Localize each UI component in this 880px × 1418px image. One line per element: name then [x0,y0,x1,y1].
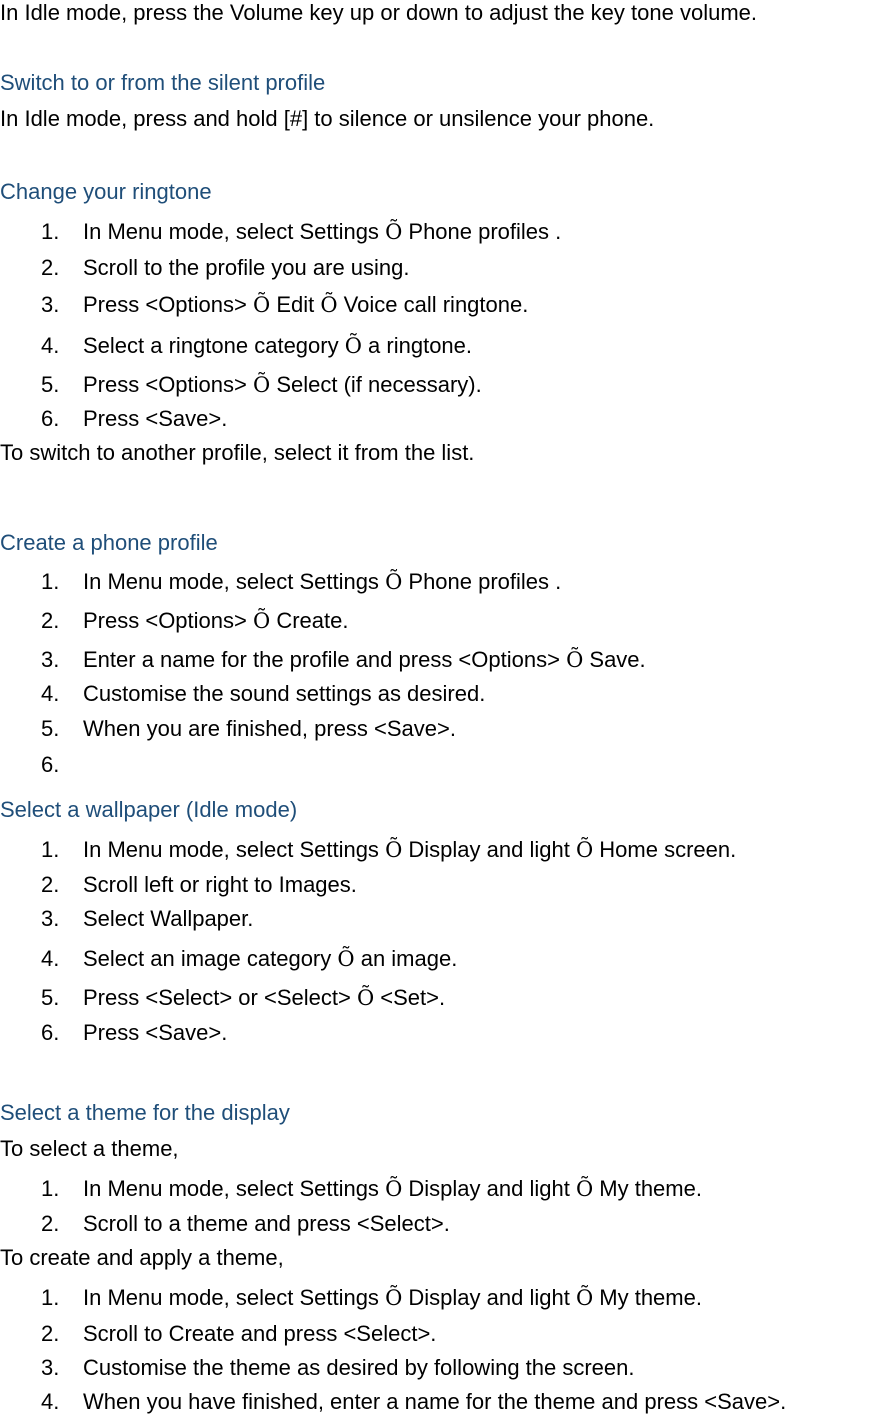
step-text [83,1211,450,1236]
step-segment: In Menu mode, select Settings [83,219,386,244]
step-number: 4. [41,1389,60,1414]
step-number: 1. [41,569,60,594]
step-segment: Phone profiles . [402,569,562,594]
step-text [83,569,561,594]
step-segment: Press <Select> or <Select> [83,985,357,1010]
step-number: 3. [41,292,60,317]
step-segment: Scroll to the profile you are using. [83,255,410,280]
step-text [83,608,348,633]
step-text [83,1321,436,1346]
menu-arrow-icon: Õ [575,838,594,862]
create-profile-step [41,752,83,778]
step-segment: Create. [270,608,349,633]
step-number: 1. [41,1176,60,1201]
theme-select-step [41,1176,702,1202]
step-segment: Press <Options> [83,292,253,317]
step-segment: In Menu mode, select Settings [83,1285,386,1310]
menu-arrow-icon: Õ [356,986,375,1010]
menu-arrow-icon: Õ [385,570,403,594]
step-number: 3. [41,906,60,931]
step-text [83,985,445,1010]
step-segment: Scroll to Create and press <Select>. [83,1321,437,1346]
step-text [83,372,482,397]
step-text [83,1355,635,1380]
theme-select-intro: To select a theme, [0,1136,179,1161]
step-segment: When you have finished, enter a name for the theme and press <Save>. [83,1389,787,1414]
menu-arrow-icon: Õ [575,1177,594,1201]
theme-create-intro: To create and apply a theme, [0,1245,284,1270]
step-segment: Select a ringtone category [83,333,345,358]
menu-arrow-icon: Õ [385,838,403,862]
step-segment: Edit [270,292,321,317]
theme-create-step [41,1285,702,1311]
step-segment: Enter a name for the profile and press <Options> [83,647,567,672]
step-segment: Select Wallpaper. [83,906,254,931]
step-number: 5. [41,372,60,397]
menu-arrow-icon: Õ [385,1286,403,1310]
ringtone-step [41,406,227,432]
step-segment: In Menu mode, select Settings [83,569,386,594]
create-profile-step [41,647,646,673]
step-text [83,872,357,897]
step-number: 6. [41,1020,60,1045]
step-text [83,1176,702,1201]
step-text [83,1285,702,1310]
wallpaper-step [41,872,357,898]
step-text [83,946,457,971]
step-number: 5. [41,985,60,1010]
step-number: 1. [41,837,60,862]
theme-select-step [41,1211,450,1237]
ringtone-step [41,372,482,398]
step-segment: Save. [583,647,646,672]
wallpaper-step [41,946,457,972]
step-segment: Press <Options> [83,608,253,633]
step-segment: an image. [354,946,458,971]
step-segment: When you are finished, press <Save>. [83,716,456,741]
step-number: 5. [41,716,60,741]
step-number: 6. [41,752,60,777]
step-segment: Customise the theme as desired by following the screen. [83,1355,635,1380]
theme-heading: Select a theme for the display [0,1100,290,1125]
step-number: 2. [41,255,60,280]
step-segment: Home screen. [593,837,737,862]
step-number: 2. [41,1211,60,1236]
step-text [83,647,646,672]
step-number: 2. [41,1321,60,1346]
step-segment: Press <Save>. [83,1020,228,1045]
step-number: 3. [41,647,60,672]
step-text [83,837,736,862]
step-segment: In Menu mode, select Settings [83,837,386,862]
step-text [83,1389,786,1414]
create-profile-step [41,608,348,634]
wallpaper-heading: Select a wallpaper (Idle mode) [0,797,298,822]
menu-arrow-icon: Õ [575,1286,594,1310]
wallpaper-step [41,1020,227,1046]
wallpaper-step [41,906,253,932]
step-number: 1. [41,1285,60,1310]
step-number: 1. [41,219,60,244]
step-number: 2. [41,872,60,897]
step-number: 4. [41,681,60,706]
theme-create-step [41,1321,436,1347]
step-segment: In Menu mode, select Settings [83,1176,386,1201]
menu-arrow-icon: Õ [385,220,403,244]
step-segment: Display and light [402,837,576,862]
menu-arrow-icon: Õ [252,293,271,317]
silent-profile-text: In Idle mode, press and hold [#] to silence or unsilence your phone. [0,106,655,131]
step-segment: a ringtone. [361,333,473,358]
step-text [83,681,485,706]
step-text [83,906,253,931]
step-text [83,219,561,244]
step-text [83,1020,227,1045]
menu-arrow-icon: Õ [566,648,584,672]
ringtone-step [41,255,410,281]
menu-arrow-icon: Õ [344,334,362,358]
menu-arrow-icon: Õ [252,609,271,633]
menu-arrow-icon: Õ [320,293,338,317]
step-segment: My theme. [593,1176,702,1201]
step-segment: <Set>. [374,985,446,1010]
step-segment: Press <Save>. [83,406,228,431]
step-segment: Display and light [402,1176,576,1201]
step-number: 4. [41,333,60,358]
step-segment: Select (if necessary). [270,372,482,397]
step-text [83,406,227,431]
create-profile-heading: Create a phone profile [0,530,218,555]
silent-profile-heading: Switch to or from the silent profile [0,70,326,95]
ringtone-step [41,333,472,359]
intro-text: In Idle mode, press the Volume key up or down to adjust the key tone volume. [0,0,757,25]
step-segment: Voice call ringtone. [337,292,529,317]
step-number: 3. [41,1355,60,1380]
step-text [83,292,528,317]
step-text [83,716,456,741]
step-segment: Scroll to a theme and press <Select>. [83,1211,450,1236]
theme-create-step [41,1389,786,1415]
step-number: 4. [41,946,60,971]
step-segment: Display and light [402,1285,576,1310]
ringtone-step [41,219,561,245]
step-text [83,255,410,280]
step-segment: Customise the sound settings as desired. [83,681,486,706]
ringtone-heading: Change your ringtone [0,179,212,204]
wallpaper-step [41,837,736,863]
wallpaper-step [41,985,445,1011]
step-number: 6. [41,406,60,431]
step-text [83,333,472,358]
step-segment: Select an image category [83,946,338,971]
create-profile-step [41,716,456,742]
step-segment: Scroll left or right to Images. [83,872,357,897]
step-segment: Press <Options> [83,372,253,397]
ringtone-step [41,292,528,318]
menu-arrow-icon: Õ [337,947,355,971]
step-segment: My theme. [593,1285,702,1310]
step-number: 2. [41,608,60,633]
create-profile-step [41,569,561,595]
step-segment: Phone profiles . [402,219,562,244]
theme-create-step [41,1355,635,1381]
ringtone-note: To switch to another profile, select it from the list. [0,440,475,465]
menu-arrow-icon: Õ [385,1177,403,1201]
create-profile-step [41,681,485,707]
menu-arrow-icon: Õ [252,373,271,397]
